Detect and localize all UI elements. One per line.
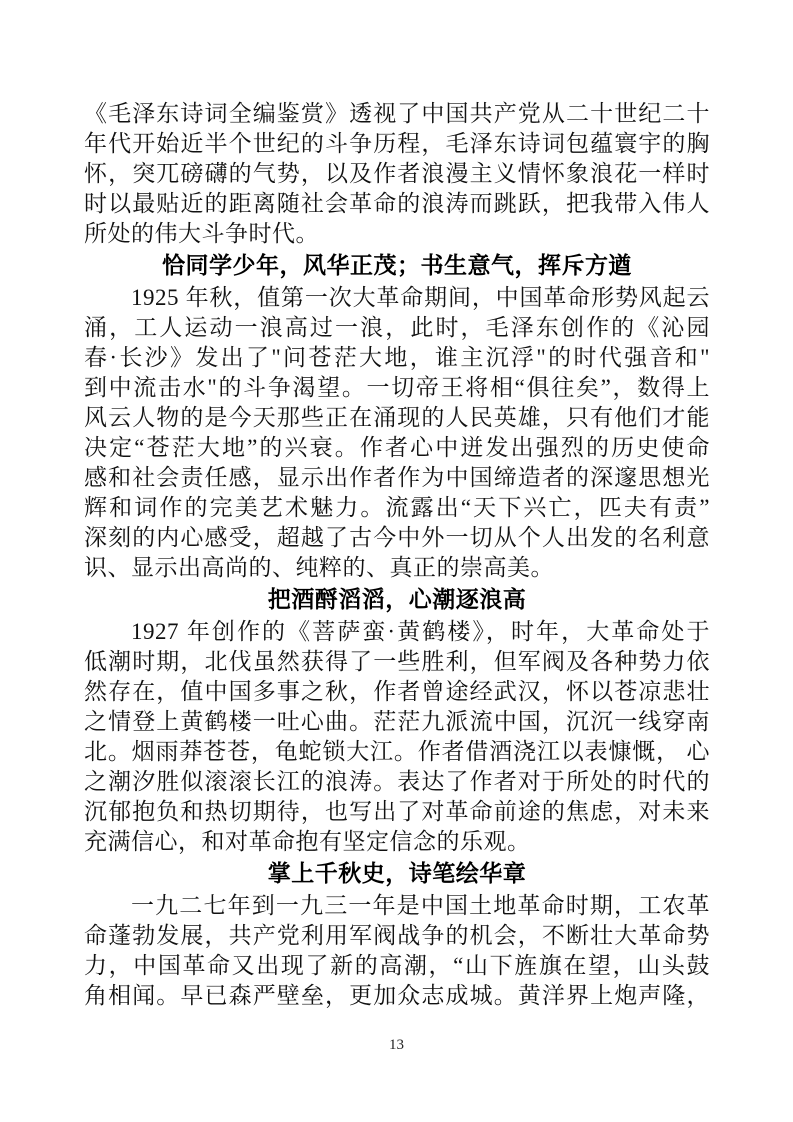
section-heading: 把酒酹滔滔，心潮逐浪高	[267, 587, 527, 612]
section-heading: 恰同学少年，风华正茂；书生意气，挥斥方遒	[162, 253, 632, 278]
section-heading: 掌上千秋史，诗笔绘华章	[267, 861, 527, 886]
text-line: 年代开始近半个世纪的斗争历程，毛泽东诗词包蕴寰宇的胸	[84, 131, 710, 156]
text-line: 角相闻。早已森严壁垒，更加众志成城。黄洋界上炮声隆，	[84, 983, 710, 1008]
text-line: 充满信心，和对革命抱有坚定信念的乐观。	[84, 829, 531, 854]
text-line: 北。烟雨莽苍苍，龟蛇锁大江。作者借酒浇江以表慷慨， 心	[84, 739, 710, 764]
text-line: 之情登上黄鹤楼一吐心曲。茫茫九派流中国，沉沉一线穿南	[84, 709, 710, 734]
text-line: 沉郁抱负和热切期待，也写出了对革命前途的焦虑，对未来	[84, 799, 710, 824]
text-line: 1925 年秋，值第一次大革命期间，中国革命形势风起云	[131, 285, 710, 310]
text-line: 辉和词作的完美艺术魅力。流露出“天下兴亡，匹夫有责”	[84, 495, 710, 520]
text-line: 一九二七年到一九三一年是中国土地革命时期，工农革	[131, 893, 710, 918]
text-line: 涌，工人运动一浪高过一浪，此时，毛泽东创作的《沁园	[84, 315, 710, 340]
text-line: 命蓬勃发展，共产党利用军阀战争的机会，不断壮大革命势	[84, 923, 710, 948]
text-line: 怀，突兀磅礴的气势，以及作者浪漫主义情怀象浪花一样时	[84, 161, 710, 186]
text-line: 识、显示出高尚的、纯粹的、真正的崇高美。	[84, 555, 554, 580]
page-number: 13	[389, 1037, 404, 1053]
text-line: 所处的伟大斗争时代。	[84, 221, 319, 246]
text-line: 低潮时期，北伐虽然获得了一些胜利，但军阀及各种势力依	[84, 649, 710, 674]
text-line: 春·长沙》发出了"问苍茫大地，谁主沉浮"的时代强音和"	[84, 345, 710, 370]
text-line: 《毛泽东诗词全编鉴赏》透视了中国共产党从二十世纪二十	[84, 101, 710, 126]
text-line: 风云人物的是今天那些正在涌现的人民英雄，只有他们才能	[84, 405, 710, 430]
text-line: 到中流击水"的斗争渴望。一切帝王将相“俱往矣”，数得上	[84, 375, 710, 400]
text-line: 决定“苍茫大地”的兴衰。作者心中迸发出强烈的历史使命	[84, 435, 710, 460]
text-line: 深刻的内心感受，超越了古今中外一切从个人出发的名利意	[84, 525, 710, 550]
text-line: 时以最贴近的距离随社会革命的浪涛而跳跃，把我带入伟人	[84, 191, 710, 216]
text-line: 之潮汐胜似滚滚长江的浪涛。表达了作者对于所处的时代的	[84, 769, 710, 794]
text-line: 力，中国革命又出现了新的高潮，“山下旌旗在望，山头鼓	[84, 953, 710, 978]
text-line: 然存在，值中国多事之秋，作者曾途经武汉，怀以苍凉悲壮	[84, 679, 710, 704]
text-line: 感和社会责任感，显示出作者作为中国缔造者的深邃思想光	[84, 465, 710, 490]
document-body	[84, 99, 710, 1011]
text-line: 1927 年创作的《菩萨蛮·黄鹤楼》，时年，大革命处于	[131, 619, 710, 644]
